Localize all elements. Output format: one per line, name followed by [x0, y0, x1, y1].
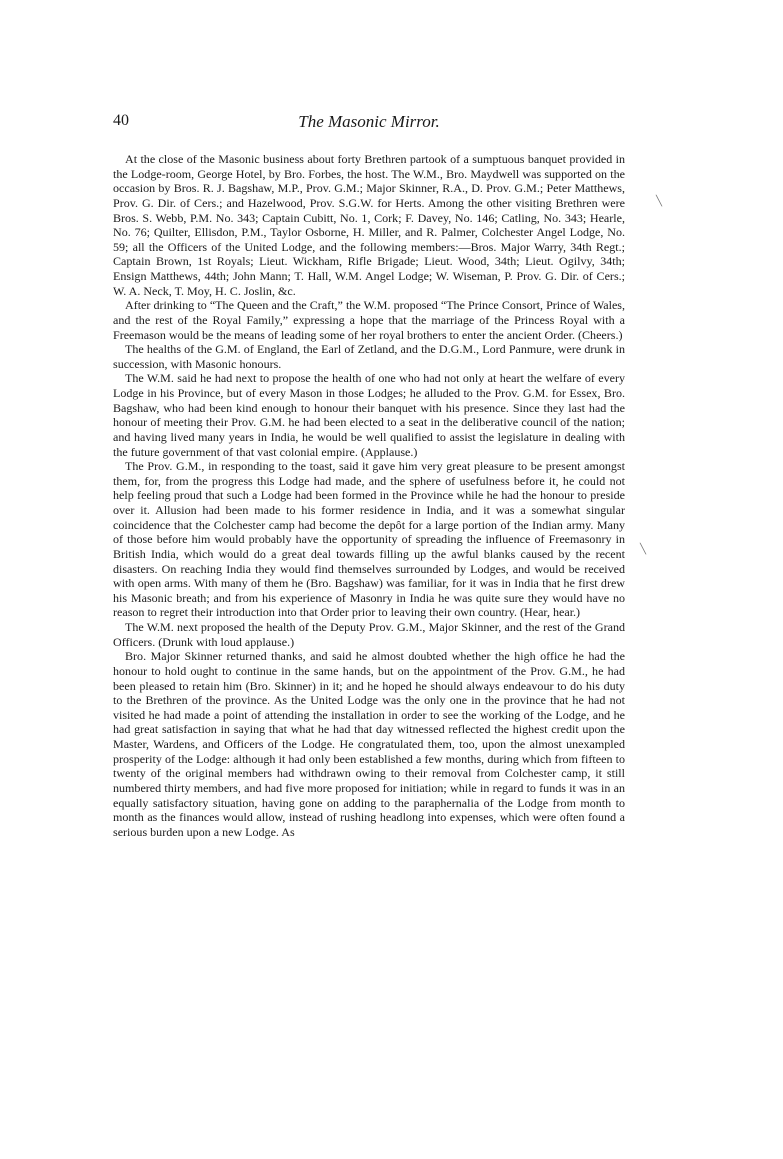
paragraph-deputy-toast: The W.M. next proposed the health of the Deputy Prov. G.M., Major Skinner, and the rest of the Grand Officers. (Drunk with loud applause.) [113, 620, 625, 649]
paragraph-prov-gm-toast: The W.M. said he had next to propose the health of one who had not only at heart the welfare of every Lodge in his Province, but of every Mason in those Lodges; he alluded to the Prov. G.M. for Essex, Bro. Bagshaw, who had been kind enough to honour their banquet with his presence. Since they last had the honour of meeting their Prov. G.M. he had been elected to a seat in the deliberative council of the nation; and having lived many years in India, he would be well qualified to assist the legislature in dealing with the future government of that vast colonial empire. (Applause.) [113, 371, 625, 459]
paragraph-skinner-reply: Bro. Major Skinner returned thanks, and said he almost doubted whether the high office he had the honour to hold ought to continue in the same hands, but on the appointment of the Prov. G.M., he had been pleased to retain him (Bro. Skinner) in it; and he hoped he should always endeavour to do his duty to the Brethren of the province. As the United Lodge was the only one in the province that he had not visited he had made a point of attending the installation in order to see the working of the Lodge, and he had great satisfaction in saying that what he had that day witnessed reflected the highest credit upon the Master, Wardens, and Officers of the Lodge. He congratulated them, too, upon the almost unexampled prosperity of the Lodge: although it had only been established a few months, during which from fifteen to twenty of the original members had withdrawn owing to their removal from Colchester camp, it still numbered thirty members, and had five more proposed for initiation; while in regard to funds it was in an equally satisfactory situation, having gone on adding to the paraphernalia of the Lodge from month to month as the finances would allow, instead of rushing headlong into expenses, which were often found a serious burden upon a new Lodge. As [113, 649, 625, 839]
stray-mark: ╲ [640, 544, 647, 555]
paragraph-prince-consort-toast: After drinking to “The Queen and the Craft,” the W.M. proposed “The Prince Consort, Prince of Wales, and the rest of the Royal Family,” expressing a hope that the marriage of the Princess Royal with a Freemason would be the means of leading some of her royal brothers to enter the ancient Order. (Cheers.) [113, 298, 625, 342]
stray-mark: ╲ [656, 196, 663, 207]
paragraph-grand-master-healths: The healths of the G.M. of England, the Earl of Zetland, and the D.G.M., Lord Panmure, were drunk in succession, with Masonic honours. [113, 342, 625, 371]
paragraph-prov-gm-response: The Prov. G.M., in responding to the toast, said it gave him very great pleasure to be present amongst them, for, from the progress this Lodge had made, and the sphere of usefulness before it, he could not help feeling proud that such a Lodge had been formed in the Province while he had the honour to preside over it. Allusion had been made to his former residence in India, and it was a somewhat singular coincidence that the Colchester camp had become the depôt for a large portion of the Indian army. Many of those before him would probably have the opportunity of spreading the influence of Freemasonry in British India, which would do a great deal towards filling up the awful blanks caused by the recent disasters. On reaching India they would find themselves surrounded by Lodges, and would be received with open arms. With many of them he (Bro. Bagshaw) was familiar, for it was in India that he first drew his Masonic breath; and from his experience of Masonry in India he was quite sure they would have no reason to regret their introduction into that Order prior to leaving their own country. (Hear, hear.) [113, 459, 625, 620]
page-number: 40 [113, 112, 129, 129]
page-header [113, 112, 625, 134]
paragraph-banquet: At the close of the Masonic business about forty Brethren partook of a sumptuous banquet provided in the Lodge-room, George Hotel, by Bro. Forbes, the host. The W.M., Bro. Maydwell was supported on the occasion by Bros. R. J. Bagshaw, M.P., Prov. G.M.; Major Skinner, R.A., D. Prov. G.M.; Peter Matthews, Prov. G. Dir. of Cers.; and Hazelwood, Prov. S.G.W. for Herts. Among the other visiting Brethren were Bros. S. Webb, P.M. No. 343; Captain Cubitt, No. 1, Cork; F. Davey, No. 146; Catling, No. 343; Hearle, No. 76; Quilter, Ellisdon, P.M., Taylor Osborne, H. Miller, and R. Palmer, Colchester Angel Lodge, No. 59; all the Officers of the United Lodge, and the following members:—Bros. Major Warry, 34th Regt.; Captain Brown, 1st Royals; Lieut. Wickham, Rifle Brigade; Lieut. Wood, 34th; Lieut. Ogilvy, 34th; Ensign Matthews, 44th; John Mann; T. Hall, W.M. Angel Lodge; W. Wiseman, P. Prov. G. Dir. of Cers.; W. A. Neck, T. Moy, H. C. Joslin, &c. [113, 152, 625, 298]
article-body [113, 152, 625, 839]
running-title: The Masonic Mirror. [298, 112, 440, 131]
